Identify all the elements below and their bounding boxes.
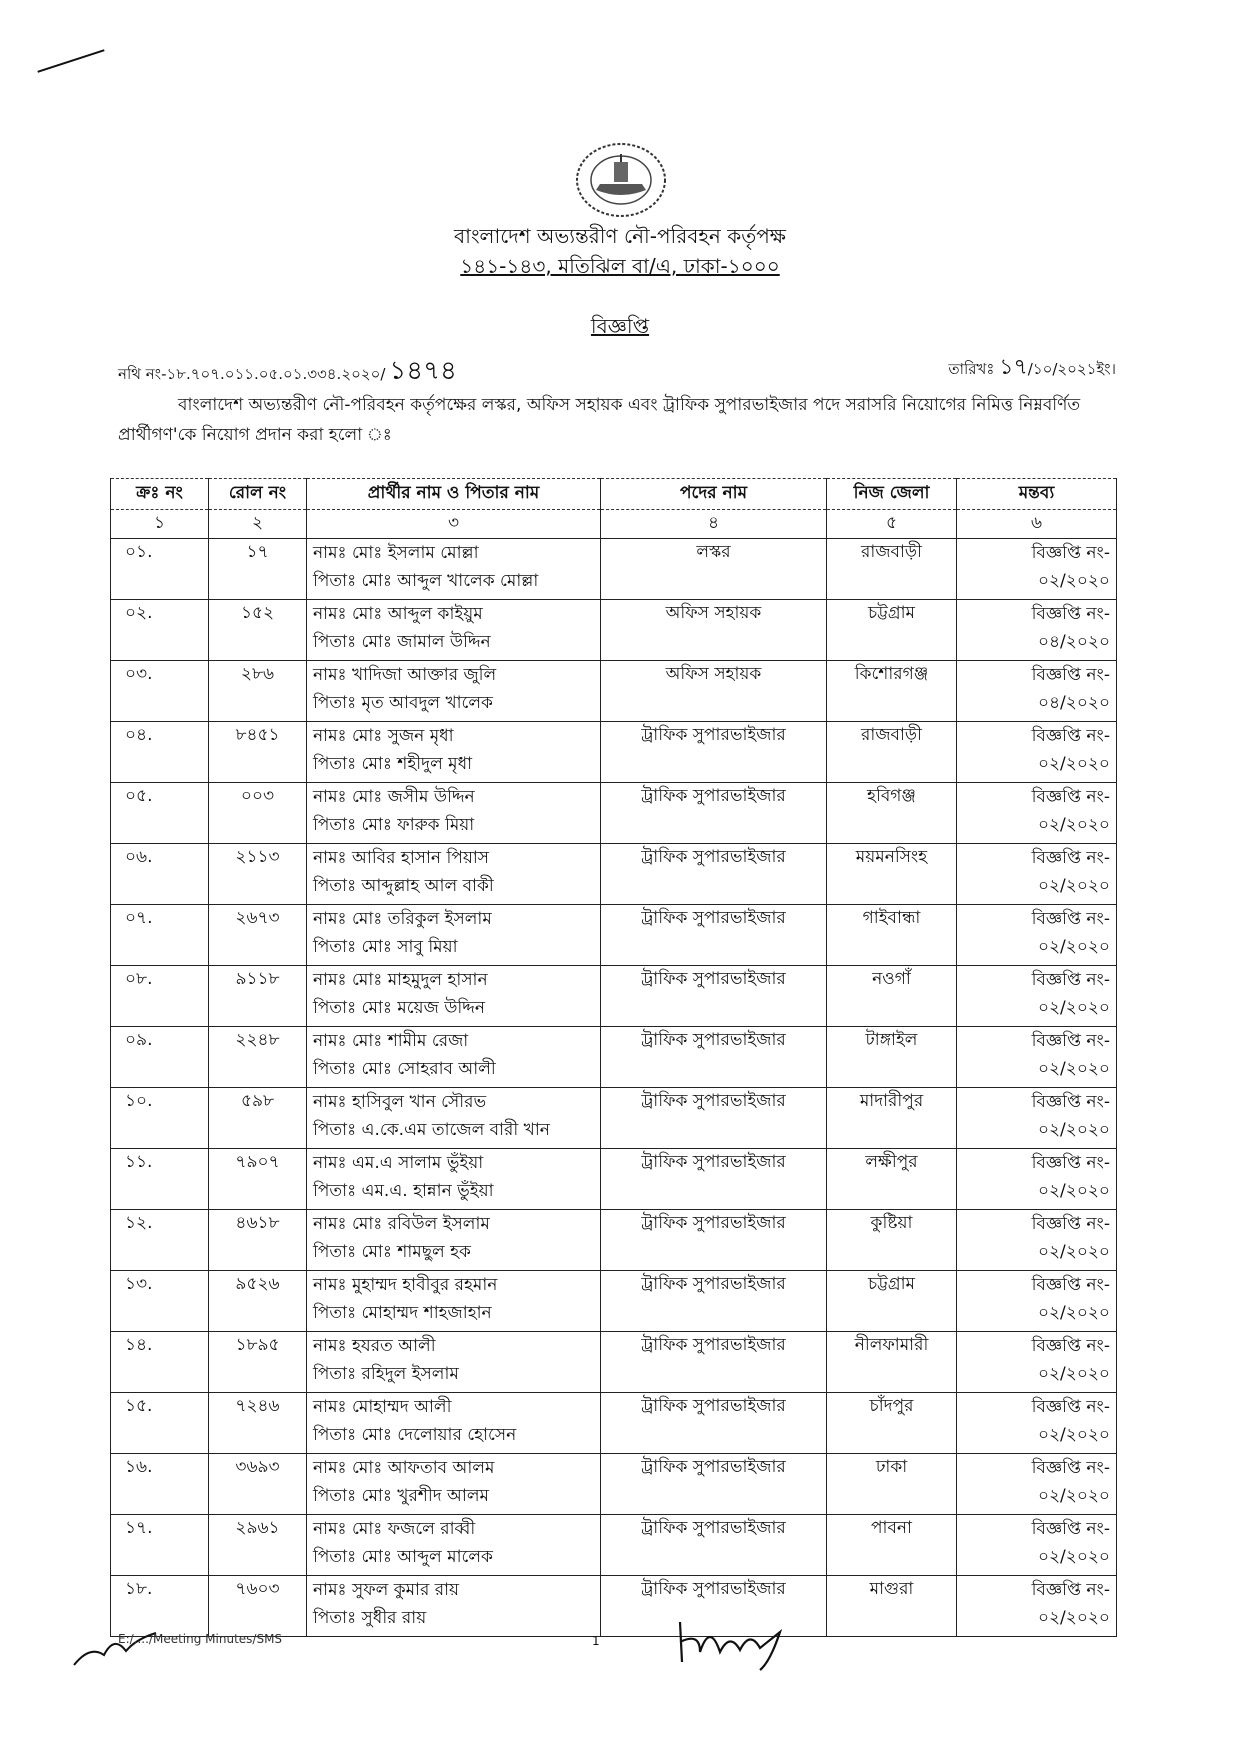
- home-district: রাজবাড়ী: [827, 722, 957, 783]
- remark-number: ০২/২০২০: [1037, 1120, 1110, 1140]
- roll-number: ২১১৩: [209, 844, 307, 905]
- remarks-cell: [957, 1027, 1117, 1088]
- father-name: পিতাঃ এম.এ. হান্নান ভুঁইয়া: [313, 1181, 494, 1201]
- table-row: [111, 1271, 1117, 1332]
- post-name: ট্রাফিক সুপারভাইজার: [601, 783, 827, 844]
- serial-number: ১০.: [111, 1088, 209, 1149]
- father-name: পিতাঃ মোঃ শহীদুল মৃধা: [313, 754, 473, 774]
- roll-number: ১৭: [209, 539, 307, 600]
- remark-label: বিজ্ঞপ্তি নং-: [1031, 1397, 1110, 1417]
- serial-number: ১৮.: [111, 1576, 209, 1637]
- father-name: পিতাঃ মোঃ দেলোয়ার হোসেন: [313, 1425, 517, 1445]
- roll-number: ৭৯০৭: [209, 1149, 307, 1210]
- remark-number: ০২/২০২০: [1037, 1547, 1110, 1567]
- serial-number: ১৫.: [111, 1393, 209, 1454]
- home-district: টাঙ্গাইল: [827, 1027, 957, 1088]
- roll-number: ৭২৪৬: [209, 1393, 307, 1454]
- home-district: হবিগঞ্জ: [827, 783, 957, 844]
- col-number: ৫: [827, 510, 957, 539]
- post-name: ট্রাফিক সুপারভাইজার: [601, 1210, 827, 1271]
- candidate-cell: [307, 1210, 601, 1271]
- remark-number: ০২/২০২০: [1037, 876, 1110, 896]
- table-row: [111, 1088, 1117, 1149]
- memo-number: [118, 350, 457, 394]
- remarks-cell: [957, 600, 1117, 661]
- candidate-cell: [307, 783, 601, 844]
- remark-number: ০২/২০২০: [1037, 1181, 1110, 1201]
- candidate-cell: [307, 722, 601, 783]
- candidate-name: নামঃ খাদিজা আক্তার জুলি: [313, 665, 497, 685]
- remark-number: ০২/২০২০: [1037, 998, 1110, 1018]
- remark-number: ০২/২০২০: [1037, 937, 1110, 957]
- candidate-name: নামঃ হাসিবুল খান সৌরভ: [313, 1092, 487, 1112]
- father-name: পিতাঃ আব্দুল্লাহ আল বাকী: [313, 876, 494, 896]
- remark-label: বিজ্ঞপ্তি নং-: [1031, 787, 1110, 807]
- remarks-cell: [957, 1210, 1117, 1271]
- col-header-post: পদের নাম: [601, 479, 827, 510]
- remark-label: বিজ্ঞপ্তি নং-: [1031, 1214, 1110, 1234]
- remark-label: বিজ্ঞপ্তি নং-: [1031, 1580, 1110, 1600]
- table-row: [111, 1210, 1117, 1271]
- roll-number: ২৬৭৩: [209, 905, 307, 966]
- col-header-roll: রোল নং: [209, 479, 307, 510]
- pen-stroke-mark: [37, 49, 104, 73]
- remark-label: বিজ্ঞপ্তি নং-: [1031, 1153, 1110, 1173]
- post-name: ট্রাফিক সুপারভাইজার: [601, 905, 827, 966]
- page-number: 1: [592, 1634, 600, 1648]
- home-district: ময়মনসিংহ: [827, 844, 957, 905]
- post-name: ট্রাফিক সুপারভাইজার: [601, 1332, 827, 1393]
- table-header-row: [111, 479, 1117, 510]
- candidate-name: নামঃ সুফল কুমার রায়: [313, 1580, 460, 1600]
- col-number: ৬: [957, 510, 1117, 539]
- candidate-cell: [307, 1027, 601, 1088]
- serial-number: ১৩.: [111, 1271, 209, 1332]
- serial-number: ০৭.: [111, 905, 209, 966]
- candidate-name: নামঃ মোঃ ফজলে রাব্বী: [313, 1519, 476, 1539]
- remarks-cell: [957, 661, 1117, 722]
- post-name: ট্রাফিক সুপারভাইজার: [601, 1088, 827, 1149]
- home-district: মাগুরা: [827, 1576, 957, 1637]
- father-name: পিতাঃ মোঃ ফারুক মিয়া: [313, 815, 475, 835]
- remark-label: বিজ্ঞপ্তি নং-: [1031, 604, 1110, 624]
- remarks-cell: [957, 844, 1117, 905]
- father-name: পিতাঃ মৃত আবদুল খালেক: [313, 693, 493, 713]
- remarks-cell: [957, 1454, 1117, 1515]
- remark-number: ০২/২০২০: [1037, 1364, 1110, 1384]
- home-district: মাদারীপুর: [827, 1088, 957, 1149]
- roll-number: ৪৬১৮: [209, 1210, 307, 1271]
- father-name: পিতাঃ মোহাম্মদ শাহজাহান: [313, 1303, 492, 1323]
- remark-number: ০২/২০২০: [1037, 1608, 1110, 1628]
- home-district: গাইবান্ধা: [827, 905, 957, 966]
- roll-number: ৯১১৮: [209, 966, 307, 1027]
- table-row: [111, 539, 1117, 600]
- father-name: পিতাঃ মোঃ আব্দুল খালেক মোল্লা: [313, 571, 539, 591]
- remarks-cell: [957, 1149, 1117, 1210]
- table-row: [111, 966, 1117, 1027]
- candidate-name: নামঃ মোঃ মাহমুদুল হাসান: [313, 970, 488, 990]
- father-name: পিতাঃ মোঃ ময়েজ উদ্দিন: [313, 998, 486, 1018]
- home-district: লক্ষীপুর: [827, 1149, 957, 1210]
- candidate-cell: [307, 1515, 601, 1576]
- remark-number: ০২/২০২০: [1037, 1059, 1110, 1079]
- serial-number: ০৯.: [111, 1027, 209, 1088]
- post-name: ট্রাফিক সুপারভাইজার: [601, 1515, 827, 1576]
- notice-body: বাংলাদেশ অভ্যন্তরীণ নৌ-পরিবহন কর্তৃপক্ষের লস্কর, অফিস সহায়ক এবং ট্রাফিক সুপারভাইজার পদে সরাসরি নিয়োগের নিমিত্ত নিম্নবর্ণিত প্রার্থীগণ'কে নিয়োগ প্রদান করা হলো ঃ: [118, 395, 1081, 445]
- remark-label: বিজ্ঞপ্তি নং-: [1031, 1031, 1110, 1051]
- col-number: ১: [111, 510, 209, 539]
- remark-label: বিজ্ঞপ্তি নং-: [1031, 909, 1110, 929]
- roll-number: ৭৬০৩: [209, 1576, 307, 1637]
- home-district: কুষ্টিয়া: [827, 1210, 957, 1271]
- candidate-name: নামঃ মোহাম্মদ আলী: [313, 1397, 452, 1417]
- post-name: লস্কর: [601, 539, 827, 600]
- home-district: চট্টগ্রাম: [827, 600, 957, 661]
- table-row: [111, 600, 1117, 661]
- remark-number: ০৪/২০২০: [1037, 632, 1110, 652]
- handwritten-date: ১৭: [999, 355, 1028, 380]
- candidate-name: নামঃ এম.এ সালাম ভুঁইয়া: [313, 1153, 484, 1173]
- roll-number: ১৮৯৫: [209, 1332, 307, 1393]
- appointee-table: [110, 478, 1117, 1637]
- remarks-cell: [957, 1332, 1117, 1393]
- roll-number: ৮৪৫১: [209, 722, 307, 783]
- candidate-cell: [307, 1149, 601, 1210]
- col-number: ৪: [601, 510, 827, 539]
- home-district: রাজবাড়ী: [827, 539, 957, 600]
- remark-label: বিজ্ঞপ্তি নং-: [1031, 1336, 1110, 1356]
- serial-number: ০৩.: [111, 661, 209, 722]
- signature-icon: [670, 1612, 810, 1672]
- remark-number: ০২/২০২০: [1037, 1486, 1110, 1506]
- table-row: [111, 905, 1117, 966]
- table-row: [111, 1027, 1117, 1088]
- father-name: পিতাঃ সুধীর রায়: [313, 1608, 427, 1628]
- table-row: [111, 1515, 1117, 1576]
- remarks-cell: [957, 966, 1117, 1027]
- candidate-name: নামঃ মোঃ তরিকুল ইসলাম: [313, 909, 492, 929]
- roll-number: ৫৯৮: [209, 1088, 307, 1149]
- post-name: ট্রাফিক সুপারভাইজার: [601, 1576, 827, 1637]
- candidate-cell: [307, 1271, 601, 1332]
- serial-number: ০৪.: [111, 722, 209, 783]
- candidate-name: নামঃ হযরত আলী: [313, 1336, 436, 1356]
- remarks-cell: [957, 1576, 1117, 1637]
- serial-number: ০২.: [111, 600, 209, 661]
- candidate-cell: [307, 966, 601, 1027]
- table-row: [111, 844, 1117, 905]
- roll-number: ১৫২: [209, 600, 307, 661]
- father-name: পিতাঃ মোঃ আব্দুল মালেক: [313, 1547, 493, 1567]
- candidate-cell: [307, 539, 601, 600]
- candidate-name: নামঃ মোঃ আফতাব আলম: [313, 1458, 495, 1478]
- father-name: পিতাঃ মোঃ সোহরাব আলী: [313, 1059, 496, 1079]
- serial-number: ১১.: [111, 1149, 209, 1210]
- father-name: পিতাঃ রহিদুল ইসলাম: [313, 1364, 459, 1384]
- serial-number: ০৮.: [111, 966, 209, 1027]
- candidate-cell: [307, 905, 601, 966]
- remark-label: বিজ্ঞপ্তি নং-: [1031, 1092, 1110, 1112]
- candidate-name: নামঃ মোঃ ইসলাম মোল্লা: [313, 543, 479, 563]
- post-name: ট্রাফিক সুপারভাইজার: [601, 966, 827, 1027]
- post-name: ট্রাফিক সুপারভাইজার: [601, 844, 827, 905]
- serial-number: ০১.: [111, 539, 209, 600]
- serial-number: ১৬.: [111, 1454, 209, 1515]
- candidate-name: নামঃ মোঃ সুজন মৃধা: [313, 726, 454, 746]
- home-district: নওগাঁ: [827, 966, 957, 1027]
- post-name: ট্রাফিক সুপারভাইজার: [601, 1027, 827, 1088]
- candidate-cell: [307, 1088, 601, 1149]
- table-row: [111, 1576, 1117, 1637]
- candidate-cell: [307, 1454, 601, 1515]
- roll-number: ২২৪৮: [209, 1027, 307, 1088]
- table-row: [111, 1332, 1117, 1393]
- candidate-name: নামঃ মোঃ আব্দুল কাইয়ুম: [313, 604, 483, 624]
- handwritten-memo-number: ১৪৭৪: [389, 356, 457, 386]
- roll-number: ২৯৬১: [209, 1515, 307, 1576]
- father-name: পিতাঃ মোঃ জামাল উদ্দিন: [313, 632, 491, 652]
- serial-number: ১২.: [111, 1210, 209, 1271]
- remarks-cell: [957, 722, 1117, 783]
- post-name: অফিস সহায়ক: [601, 600, 827, 661]
- post-name: ট্রাফিক সুপারভাইজার: [601, 1149, 827, 1210]
- remark-number: ০২/২০২০: [1037, 1242, 1110, 1262]
- home-district: চট্টগ্রাম: [827, 1271, 957, 1332]
- remarks-cell: [957, 1088, 1117, 1149]
- father-name: পিতাঃ মোঃ সাবু মিয়া: [313, 937, 458, 957]
- remarks-cell: [957, 1271, 1117, 1332]
- candidate-name: নামঃ মোঃ শামীম রেজা: [313, 1031, 469, 1051]
- candidate-name: নামঃ মোঃ রবিউল ইসলাম: [313, 1214, 490, 1234]
- father-name: পিতাঃ মোঃ খুরশীদ আলম: [313, 1486, 489, 1506]
- candidate-cell: [307, 1332, 601, 1393]
- remark-label: বিজ্ঞপ্তি নং-: [1031, 970, 1110, 990]
- father-name: পিতাঃ মোঃ শামছুল হক: [313, 1242, 471, 1262]
- remark-number: ০২/২০২০: [1037, 754, 1110, 774]
- remarks-cell: [957, 905, 1117, 966]
- remark-label: বিজ্ঞপ্তি নং-: [1031, 1458, 1110, 1478]
- roll-number: ৯৫২৬: [209, 1271, 307, 1332]
- post-name: ট্রাফিক সুপারভাইজার: [601, 722, 827, 783]
- notice-date: [948, 350, 1116, 387]
- organization-address: ১৪১-১৪৩, মতিঝিল বা/এ, ঢাকা-১০০০: [460, 254, 780, 278]
- col-header-name: প্রার্থীর নাম ও পিতার নাম: [307, 479, 601, 510]
- remark-number: ০৪/২০২০: [1037, 693, 1110, 713]
- government-emblem-icon: [574, 140, 668, 220]
- table-row: [111, 1149, 1117, 1210]
- col-header-district: নিজ জেলা: [827, 479, 957, 510]
- remark-number: ০২/২০২০: [1037, 1303, 1110, 1323]
- post-name: অফিস সহায়ক: [601, 661, 827, 722]
- remark-number: ০২/২০২০: [1037, 815, 1110, 835]
- table-row: [111, 722, 1117, 783]
- candidate-name: নামঃ আবির হাসান পিয়াস: [313, 848, 490, 868]
- roll-number: ২৮৬: [209, 661, 307, 722]
- candidate-name: নামঃ মোঃ জসীম উদ্দিন: [313, 787, 475, 807]
- home-district: ঢাকা: [827, 1454, 957, 1515]
- file-path-footer: E:/..../Meeting Minutes/SMS: [118, 1632, 283, 1646]
- serial-number: ১৭.: [111, 1515, 209, 1576]
- col-number: ৩: [307, 510, 601, 539]
- notice-title: বিজ্ঞপ্তি: [590, 314, 650, 338]
- table-row: [111, 1393, 1117, 1454]
- post-name: ট্রাফিক সুপারভাইজার: [601, 1393, 827, 1454]
- home-district: চাঁদপুর: [827, 1393, 957, 1454]
- organization-name: বাংলাদেশ অভ্যন্তরীণ নৌ-পরিবহন কর্তৃপক্ষ: [454, 224, 786, 248]
- post-name: ট্রাফিক সুপারভাইজার: [601, 1454, 827, 1515]
- col-number: ২: [209, 510, 307, 539]
- date-rest: /১০/২০২১ইং।: [1027, 360, 1116, 378]
- remark-label: বিজ্ঞপ্তি নং-: [1031, 665, 1110, 685]
- serial-number: ০৬.: [111, 844, 209, 905]
- remark-number: ০২/২০২০: [1037, 1425, 1110, 1445]
- father-name: পিতাঃ এ.কে.এম তাজেল বারী খান: [313, 1120, 550, 1140]
- remark-label: বিজ্ঞপ্তি নং-: [1031, 726, 1110, 746]
- remarks-cell: [957, 783, 1117, 844]
- candidate-cell: [307, 600, 601, 661]
- memo-number-text: নথি নং-১৮.৭০৭.০১১.০৫.০১.৩৩৪.২০২০/: [118, 365, 386, 383]
- remarks-cell: [957, 1515, 1117, 1576]
- roll-number: ৩৬৯৩: [209, 1454, 307, 1515]
- home-district: কিশোরগঞ্জ: [827, 661, 957, 722]
- column-number-row: [111, 510, 1117, 539]
- candidate-cell: [307, 844, 601, 905]
- post-name: ট্রাফিক সুপারভাইজার: [601, 1271, 827, 1332]
- candidate-cell: [307, 661, 601, 722]
- remark-number: ০২/২০২০: [1037, 571, 1110, 591]
- serial-number: ০৫.: [111, 783, 209, 844]
- roll-number: ০০৩: [209, 783, 307, 844]
- remark-label: বিজ্ঞপ্তি নং-: [1031, 543, 1110, 563]
- remarks-cell: [957, 1393, 1117, 1454]
- remark-label: বিজ্ঞপ্তি নং-: [1031, 1275, 1110, 1295]
- col-header-remarks: মন্তব্য: [957, 479, 1117, 510]
- candidate-cell: [307, 1576, 601, 1637]
- serial-number: ১৪.: [111, 1332, 209, 1393]
- remark-label: বিজ্ঞপ্তি নং-: [1031, 1519, 1110, 1539]
- table-row: [111, 1454, 1117, 1515]
- col-header-serial: ক্রঃ নং: [111, 479, 209, 510]
- candidate-name: নামঃ মুহাম্মদ হাবীবুর রহমান: [313, 1275, 498, 1295]
- date-label: তারিখঃ: [948, 360, 995, 378]
- remarks-cell: [957, 539, 1117, 600]
- table-row: [111, 783, 1117, 844]
- remark-label: বিজ্ঞপ্তি নং-: [1031, 848, 1110, 868]
- table-row: [111, 661, 1117, 722]
- home-district: পাবনা: [827, 1515, 957, 1576]
- candidate-cell: [307, 1393, 601, 1454]
- home-district: নীলফামারী: [827, 1332, 957, 1393]
